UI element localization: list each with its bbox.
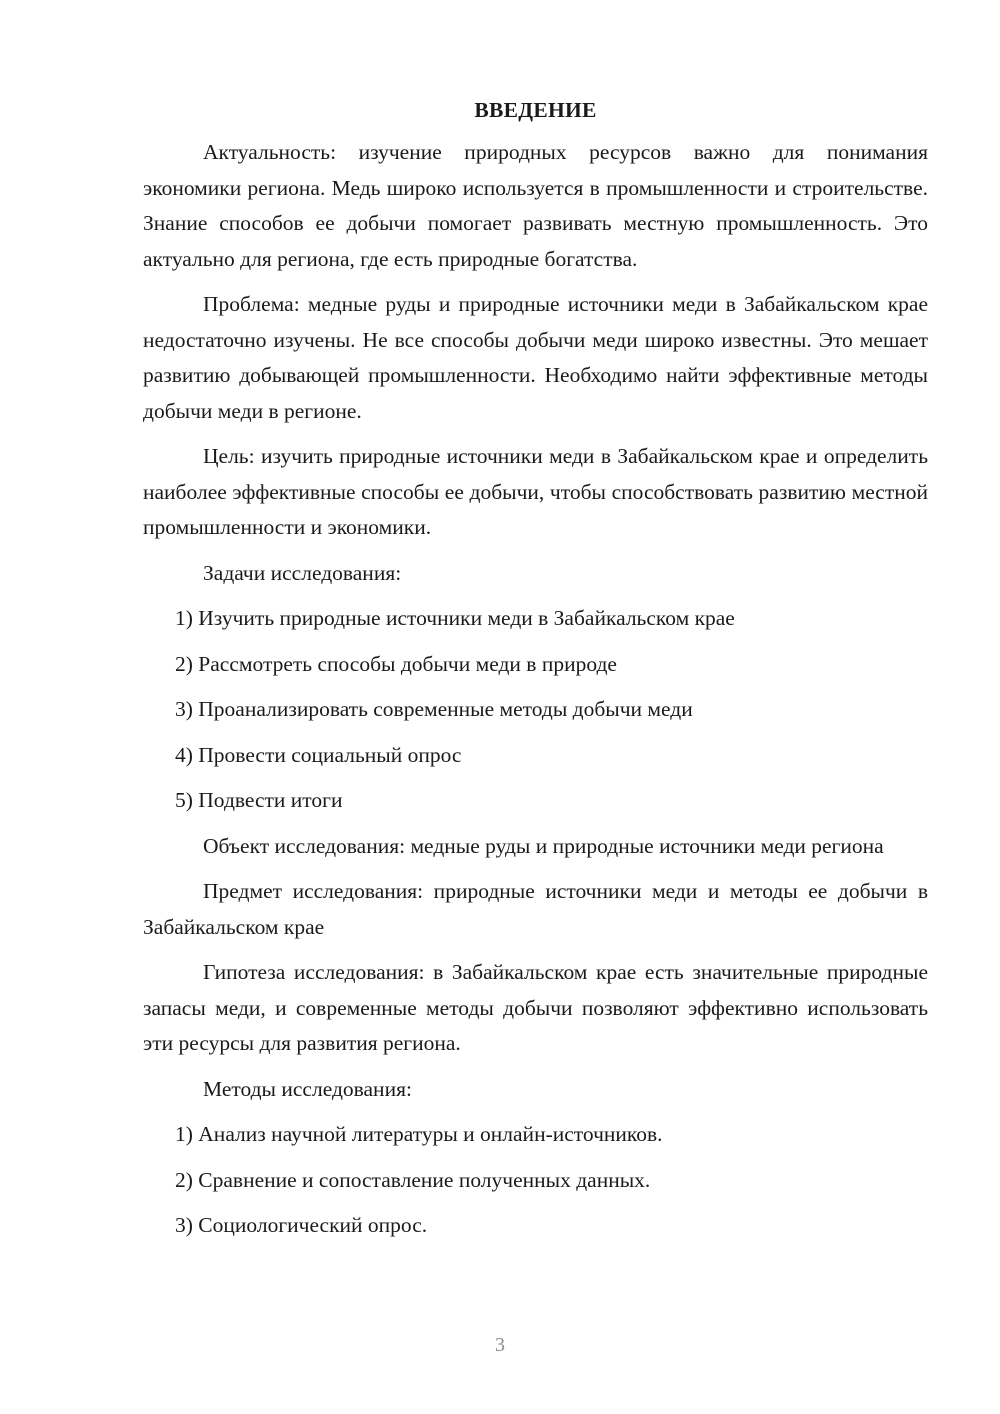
subject-paragraph: Предмет исследования: природные источники меди и методы ее добычи в Забайкальском крае: [143, 879, 928, 939]
list-item: 1) Изучить природные источники меди в Забайкальском крае: [175, 606, 735, 630]
methods-list: [143, 1117, 928, 1244]
tasks-heading: Задачи исследования:: [203, 560, 402, 585]
list-item: 2) Рассмотреть способы добычи меди в природе: [175, 651, 617, 676]
list-item: 5) Подвести итоги: [175, 788, 343, 812]
tasks-list: [143, 601, 928, 819]
section-title: ВВЕДЕНИЕ: [474, 98, 597, 122]
list-item: 3) Социологический опрос.: [175, 1213, 428, 1237]
hypothesis-paragraph: Гипотеза исследования: в Забайкальском крае есть значительные природные запасы меди, и современные методы добычи позволяют эффективно использовать эти ресурсы для развития региона.: [143, 960, 928, 1055]
goal-paragraph: Цель: изучить природные источники меди в Забайкальском крае и определить наиболее эффективные способы ее добычи, чтобы способствовать развитию местной промышленности и экономики.: [143, 444, 928, 539]
list-item: 3) Проанализировать современные методы добычи меди: [175, 697, 693, 721]
object-paragraph: Объект исследования: медные руды и природные источники меди региона: [203, 833, 884, 858]
list-item: 2) Сравнение и сопоставление полученных данных.: [175, 1167, 651, 1192]
problem-paragraph: Проблема: медные руды и природные источники меди в Забайкальском крае недостаточно изучены. Не все способы добычи меди широко известны. Это мешает развитию добывающей промышленности. Необходимо найти эффективные методы добычи меди в регионе.: [143, 292, 928, 423]
page-number: 3: [495, 1334, 505, 1356]
list-item: 4) Провести социальный опрос: [175, 742, 462, 767]
relevance-paragraph: Актуальность: изучение природных ресурсов важно для понимания экономики региона. Медь широко используется в промышленности и строительстве. Знание способов ее добычи помогает развивать местную промышленность. Это актуально для региона, где есть природные богатства.: [143, 140, 928, 271]
list-item: 1) Анализ научной литературы и онлайн-источников.: [175, 1122, 663, 1146]
document-page: [143, 95, 928, 1254]
methods-heading: Методы исследования:: [203, 1076, 412, 1101]
